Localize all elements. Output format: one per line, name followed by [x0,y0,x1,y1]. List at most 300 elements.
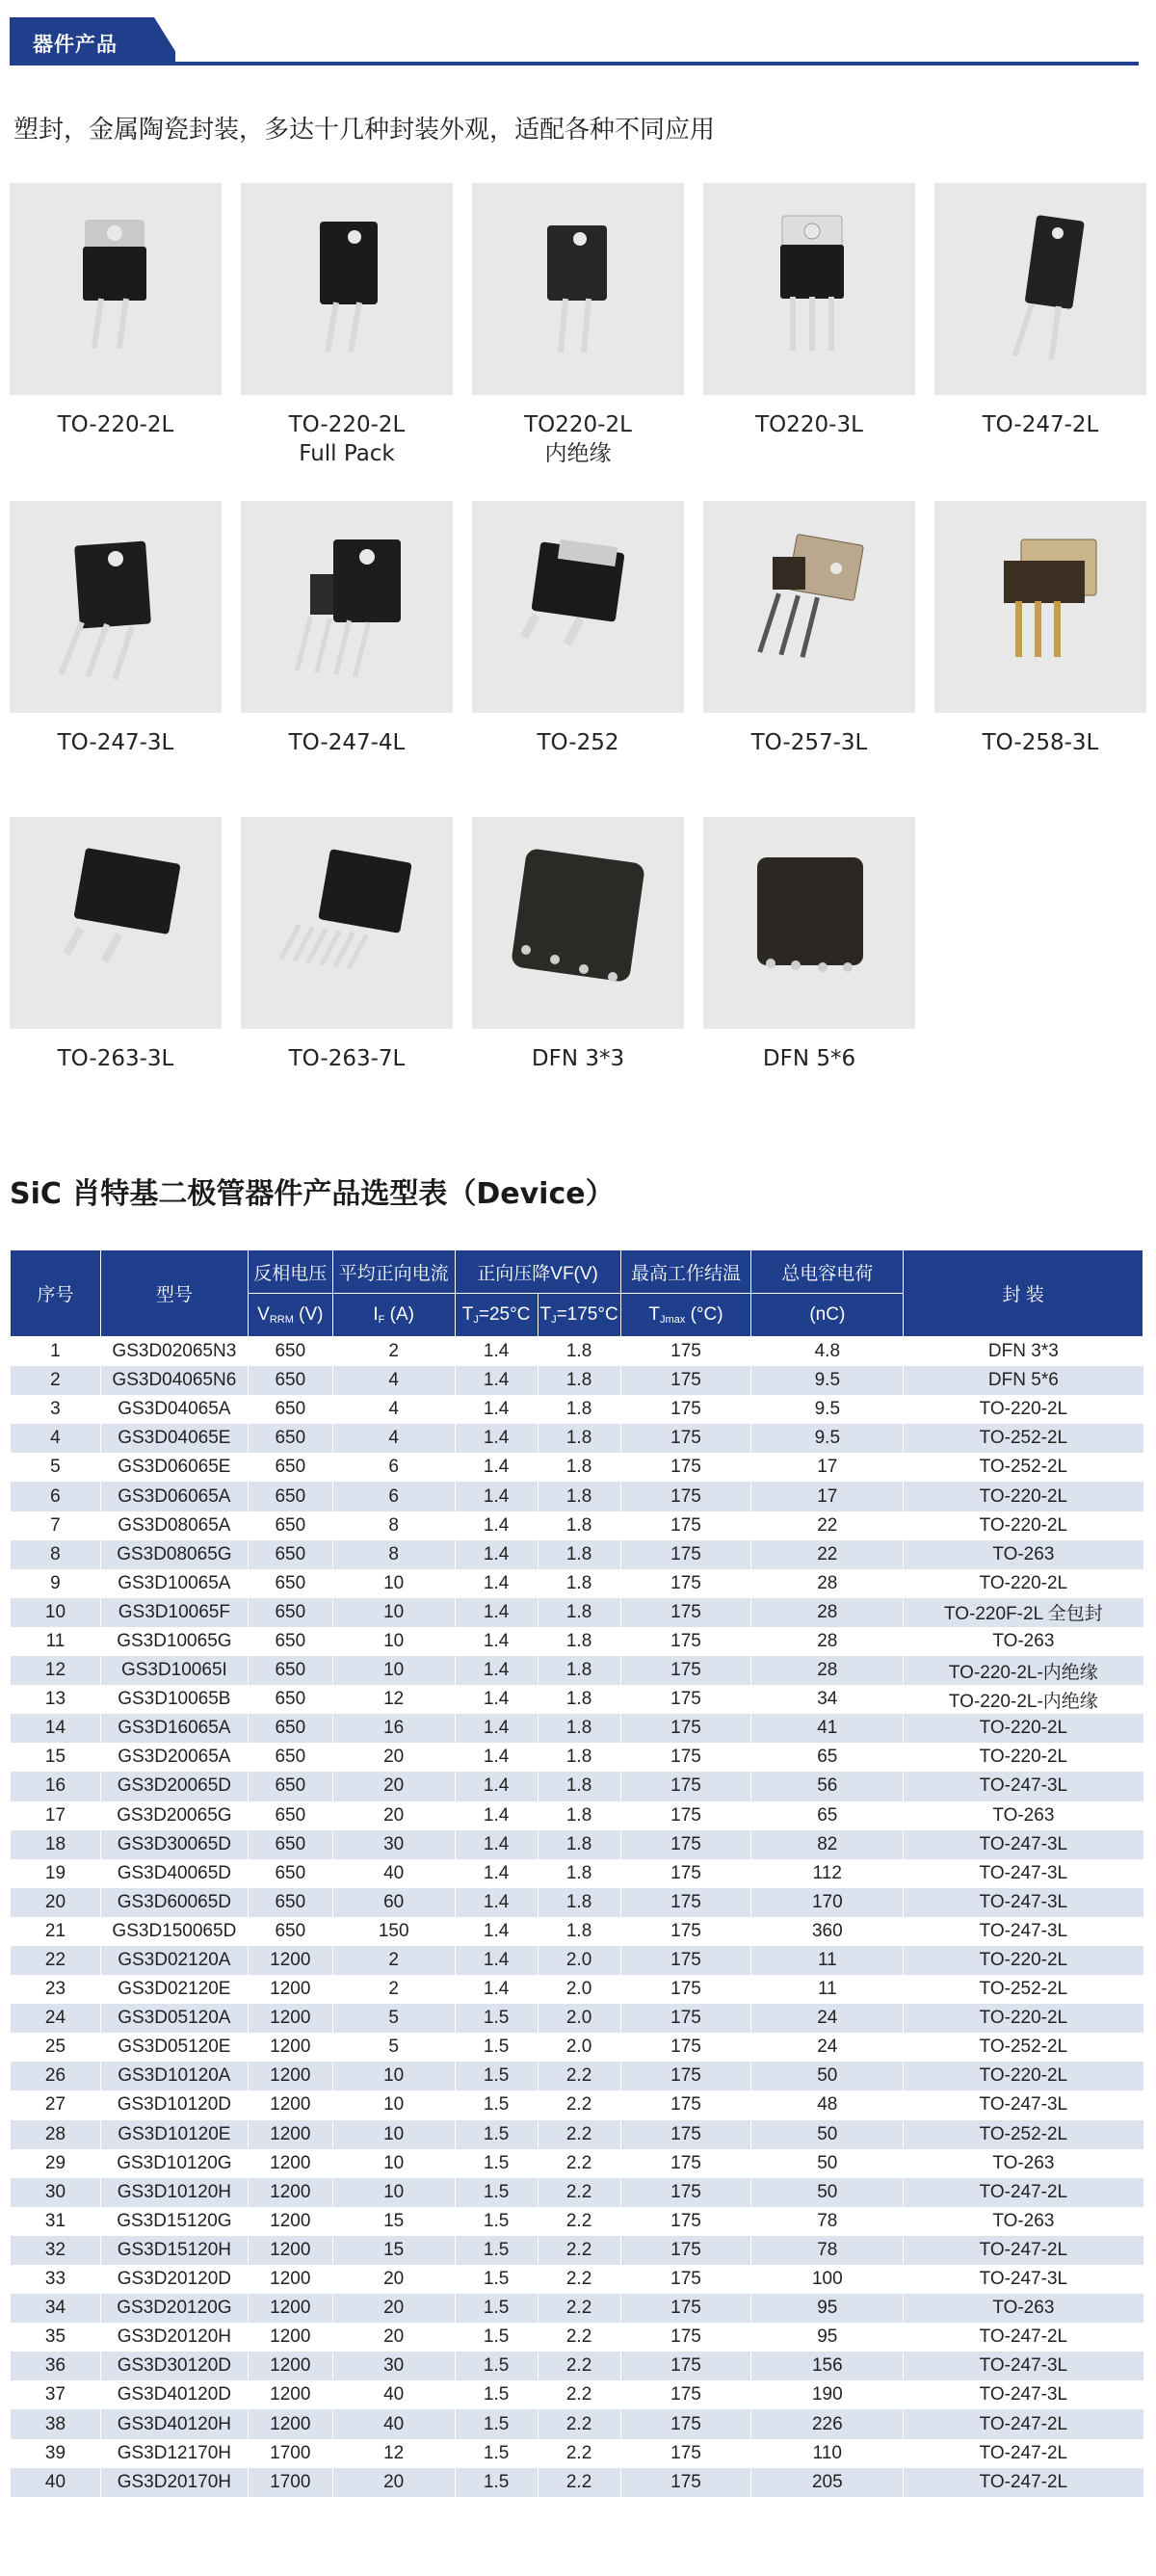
cell-qc: 56 [751,1772,904,1801]
cell-vf-25c: 1.4 [455,1888,538,1917]
cell-model: GS3D15120G [100,2207,248,2236]
package-label: TO-247-3L [57,730,174,755]
cell-tj: 175 [620,2352,751,2380]
package-card [703,183,915,439]
cell-tj: 175 [620,1627,751,1656]
cell-model: GS3D10065F [100,1598,248,1627]
cell-package: TO-220-2L [904,1569,1143,1598]
cell-vf-25c: 1.4 [455,1946,538,1975]
cell-vf-25c: 1.4 [455,1453,538,1482]
cell-if: 20 [332,2323,455,2352]
cell-tj: 175 [620,2062,751,2090]
cell-package: TO-247-2L [904,2178,1143,2207]
cell-package: TO-220-2L [904,1482,1143,1511]
table-title: SiC 肖特基二极管器件产品选型表（Device） [10,1177,615,1211]
cell-qc: 100 [751,2265,904,2294]
cell-if: 60 [332,1888,455,1917]
cell-if: 40 [332,1859,455,1888]
cell-if: 30 [332,1830,455,1859]
cell-qc: 112 [751,1859,904,1888]
table-row [11,1772,1143,1801]
cell-model: GS3D02065N3 [100,1337,248,1367]
cell-qc: 110 [751,2439,904,2468]
cell-vf-25c: 1.4 [455,1569,538,1598]
cell-seq: 35 [11,2323,101,2352]
cell-if: 10 [332,2090,455,2119]
cell-tj: 175 [620,1424,751,1453]
cell-qc: 9.5 [751,1366,904,1395]
cell-seq: 18 [11,1830,101,1859]
cell-package: TO-263 [904,1627,1143,1656]
cell-vf-25c: 1.5 [455,2178,538,2207]
cell-seq: 17 [11,1801,101,1830]
cell-package: TO-220F-2L 全包封 [904,1598,1143,1627]
cell-qc: 24 [751,2004,904,2033]
table-row [11,2439,1143,2468]
cell-seq: 1 [11,1337,101,1367]
cell-vrrm: 650 [248,1337,332,1367]
cell-seq: 28 [11,2120,101,2149]
col-qc-unit: (nC) [751,1294,904,1337]
cell-vf-175c: 1.8 [538,1424,620,1453]
table-row [11,2120,1143,2149]
cell-tj: 175 [620,2090,751,2119]
cell-model: GS3D20170H [100,2468,248,2497]
cell-vf-175c: 2.2 [538,2352,620,2380]
table-row [11,1511,1143,1540]
cell-seq: 20 [11,1888,101,1917]
package-label: TO-263-7L [288,1046,406,1071]
col-vf-25c: $T_J=25^\circ C$ [455,1294,538,1337]
cell-model: GS3D02120A [100,1946,248,1975]
cell-qc: 95 [751,2294,904,2323]
cell-qc: 65 [751,1801,904,1830]
cell-model: GS3D20065D [100,1772,248,1801]
table-row [11,2236,1143,2265]
cell-vrrm: 650 [248,1917,332,1946]
table-row [11,2294,1143,2323]
cell-if: 6 [332,1482,455,1511]
cell-package: TO-247-2L [904,2439,1143,2468]
col-vf-175c: $T_J=175^\circ C$ [538,1294,620,1337]
package-photo [703,183,915,395]
cell-tj: 175 [620,2294,751,2323]
cell-if: 20 [332,2294,455,2323]
package-card [10,501,222,757]
table-row [11,1859,1143,1888]
cell-tj: 175 [620,1685,751,1714]
cell-vf-25c: 1.4 [455,1656,538,1685]
cell-package: TO-252-2L [904,2120,1143,2149]
table-row [11,1540,1143,1569]
cell-seq: 5 [11,1453,101,1482]
package-card [472,817,684,1073]
package-photo [241,817,453,1029]
cell-vf-175c: 2.2 [538,2323,620,2352]
package-card [472,183,684,468]
cell-model: GS3D10065B [100,1685,248,1714]
cell-vf-175c: 1.8 [538,1395,620,1424]
cell-vrrm: 650 [248,1366,332,1395]
col-package: 封 装 [904,1250,1143,1337]
cell-vf-25c: 1.5 [455,2409,538,2438]
table-row [11,1917,1143,1946]
col-vf: 正向压降VF(V) [455,1250,620,1294]
cell-package: TO-220-2L [904,2062,1143,2090]
cell-if: 20 [332,1743,455,1772]
cell-seq: 36 [11,2352,101,2380]
table-row [11,2090,1143,2119]
cell-tj: 175 [620,2439,751,2468]
cell-qc: 11 [751,1975,904,2004]
table-row [11,2178,1143,2207]
cell-vf-175c: 1.8 [538,1511,620,1540]
cell-seq: 6 [11,1482,101,1511]
cell-if: 150 [332,1917,455,1946]
cell-vf-25c: 1.4 [455,1685,538,1714]
cell-model: GS3D10120H [100,2178,248,2207]
package-label: TO-252 [537,730,619,755]
package-card [934,183,1146,439]
table-row [11,1395,1143,1424]
package-label: TO220-2L [524,412,632,437]
section-rule [10,62,1139,66]
cell-vf-175c: 1.8 [538,1598,620,1627]
cell-seq: 27 [11,2090,101,2119]
cell-vrrm: 650 [248,1888,332,1917]
cell-vf-175c: 1.8 [538,1337,620,1367]
table-row [11,1830,1143,1859]
cell-if: 10 [332,1598,455,1627]
cell-qc: 95 [751,2323,904,2352]
cell-tj: 175 [620,2178,751,2207]
cell-vf-25c: 1.5 [455,2380,538,2409]
cell-qc: 41 [751,1714,904,1743]
package-card [10,183,222,439]
cell-vf-25c: 1.4 [455,1482,538,1511]
cell-if: 6 [332,1453,455,1482]
cell-if: 16 [332,1714,455,1743]
cell-seq: 2 [11,1366,101,1395]
cell-if: 10 [332,2149,455,2178]
cell-tj: 175 [620,1917,751,1946]
cell-seq: 30 [11,2178,101,2207]
cell-seq: 13 [11,1685,101,1714]
table-row [11,2380,1143,2409]
cell-vf-175c: 2.2 [538,2207,620,2236]
cell-tj: 175 [620,2004,751,2033]
cell-qc: 170 [751,1888,904,1917]
col-seq: 序号 [11,1250,101,1337]
cell-model: GS3D08065G [100,1540,248,1569]
package-label: TO-220-2L [57,412,174,437]
cell-seq: 31 [11,2207,101,2236]
cell-vf-175c: 2.2 [538,2062,620,2090]
cell-tj: 175 [620,2149,751,2178]
cell-vf-175c: 1.8 [538,1685,620,1714]
cell-vrrm: 1200 [248,2004,332,2033]
cell-seq: 10 [11,1598,101,1627]
cell-vf-25c: 1.5 [455,2033,538,2062]
cell-if: 4 [332,1366,455,1395]
cell-vf-175c: 2.2 [538,2236,620,2265]
cell-vf-25c: 1.5 [455,2468,538,2497]
cell-vf-175c: 1.8 [538,1743,620,1772]
cell-vrrm: 1200 [248,2294,332,2323]
cell-model: GS3D30065D [100,1830,248,1859]
cell-if: 4 [332,1424,455,1453]
cell-model: GS3D20065A [100,1743,248,1772]
cell-qc: 28 [751,1569,904,1598]
cell-vf-25c: 1.4 [455,1540,538,1569]
table-row [11,2323,1143,2352]
cell-seq: 8 [11,1540,101,1569]
cell-if: 5 [332,2033,455,2062]
cell-vf-25c: 1.4 [455,1598,538,1627]
cell-tj: 175 [620,1453,751,1482]
cell-vf-25c: 1.5 [455,2004,538,2033]
cell-seq: 24 [11,2004,101,2033]
cell-tj: 175 [620,2033,751,2062]
table-row [11,1598,1143,1627]
cell-vrrm: 650 [248,1598,332,1627]
cell-vrrm: 1200 [248,2323,332,2352]
cell-package: TO-220-2L [904,2004,1143,2033]
cell-vrrm: 1200 [248,2265,332,2294]
cell-seq: 9 [11,1569,101,1598]
cell-qc: 205 [751,2468,904,2497]
cell-seq: 29 [11,2149,101,2178]
table-row [11,1975,1143,2004]
cell-model: GS3D40120D [100,2380,248,2409]
package-photo [934,183,1146,395]
cell-vf-25c: 1.4 [455,1801,538,1830]
cell-vf-175c: 2.2 [538,2149,620,2178]
spec-table-body [11,1337,1143,2497]
cell-qc: 22 [751,1540,904,1569]
cell-tj: 175 [620,1743,751,1772]
col-qc: 总电容电荷 [751,1250,904,1294]
cell-if: 10 [332,1627,455,1656]
cell-vrrm: 1200 [248,2207,332,2236]
cell-vrrm: 1200 [248,2090,332,2119]
table-row [11,1714,1143,1743]
cell-vf-175c: 1.8 [538,1859,620,1888]
cell-vf-25c: 1.4 [455,1366,538,1395]
cell-package: TO-220-2L [904,1511,1143,1540]
package-card [934,501,1146,757]
cell-tj: 175 [620,1801,751,1830]
cell-vf-25c: 1.5 [455,2236,538,2265]
cell-if: 40 [332,2380,455,2409]
cell-seq: 7 [11,1511,101,1540]
table-row [11,1424,1143,1453]
cell-if: 20 [332,2265,455,2294]
cell-vf-175c: 1.8 [538,1917,620,1946]
cell-tj: 175 [620,2380,751,2409]
cell-model: GS3D05120A [100,2004,248,2033]
cell-vf-175c: 2.2 [538,2090,620,2119]
cell-if: 15 [332,2207,455,2236]
cell-vf-175c: 1.8 [538,1366,620,1395]
package-photo [10,183,222,395]
cell-tj: 175 [620,1366,751,1395]
table-row [11,1946,1143,1975]
cell-vrrm: 650 [248,1569,332,1598]
cell-package: TO-252-2L [904,2033,1143,2062]
cell-vf-175c: 2.2 [538,2178,620,2207]
cell-tj: 175 [620,1511,751,1540]
cell-qc: 190 [751,2380,904,2409]
cell-model: GS3D150065D [100,1917,248,1946]
cell-qc: 9.5 [751,1424,904,1453]
col-vrrm-unit: $V_{RRM}$ (V) [248,1294,332,1337]
cell-model: GS3D10120G [100,2149,248,2178]
spec-table [10,1249,1143,2497]
cell-qc: 17 [751,1453,904,1482]
package-card [241,183,453,468]
cell-seq: 14 [11,1714,101,1743]
cell-vf-25c: 1.4 [455,1975,538,2004]
cell-tj: 175 [620,2409,751,2438]
cell-model: GS3D06065A [100,1482,248,1511]
package-photo [934,501,1146,713]
cell-tj: 175 [620,2468,751,2497]
cell-vrrm: 1200 [248,2149,332,2178]
cell-seq: 12 [11,1656,101,1685]
cell-package: TO-252-2L [904,1424,1143,1453]
cell-if: 2 [332,1975,455,2004]
cell-package: TO-247-3L [904,2265,1143,2294]
cell-vrrm: 650 [248,1772,332,1801]
cell-seq: 37 [11,2380,101,2409]
cell-vrrm: 650 [248,1801,332,1830]
cell-if: 20 [332,2468,455,2497]
cell-if: 4 [332,1395,455,1424]
cell-package: TO-247-3L [904,2352,1143,2380]
package-label: TO220-3L [755,412,863,437]
cell-vf-25c: 1.5 [455,2149,538,2178]
cell-package: TO-247-3L [904,2380,1143,2409]
cell-tj: 175 [620,2120,751,2149]
cell-if: 12 [332,2439,455,2468]
cell-vf-175c: 2.2 [538,2439,620,2468]
cell-tj: 175 [620,1830,751,1859]
cell-seq: 26 [11,2062,101,2090]
cell-model: GS3D10065A [100,1569,248,1598]
cell-vf-175c: 2.0 [538,1946,620,1975]
cell-vf-175c: 2.2 [538,2468,620,2497]
cell-tj: 175 [620,1772,751,1801]
cell-tj: 175 [620,2323,751,2352]
cell-model: GS3D04065E [100,1424,248,1453]
cell-model: GS3D20120G [100,2294,248,2323]
cell-vrrm: 650 [248,1685,332,1714]
cell-vrrm: 1200 [248,1946,332,1975]
cell-package: DFN 3*3 [904,1337,1143,1367]
package-label-sub: Full Pack [299,441,395,466]
package-photo [703,817,915,1029]
cell-package: TO-247-2L [904,2468,1143,2497]
table-row [11,1482,1143,1511]
cell-package: TO-247-3L [904,1830,1143,1859]
cell-seq: 38 [11,2409,101,2438]
package-label: TO-220-2L [288,412,406,437]
table-row [11,1569,1143,1598]
table-row [11,2352,1143,2380]
cell-vrrm: 1200 [248,2352,332,2380]
cell-model: GS3D20120H [100,2323,248,2352]
cell-vf-25c: 1.4 [455,1395,538,1424]
table-row [11,2207,1143,2236]
package-photo [703,501,915,713]
cell-vf-25c: 1.5 [455,2265,538,2294]
cell-tj: 175 [620,2207,751,2236]
cell-model: GS3D30120D [100,2352,248,2380]
cell-tj: 175 [620,1337,751,1367]
cell-vrrm: 1200 [248,2033,332,2062]
cell-vrrm: 650 [248,1859,332,1888]
cell-vrrm: 1200 [248,2062,332,2090]
cell-qc: 78 [751,2236,904,2265]
package-card [703,501,915,757]
cell-vf-25c: 1.4 [455,1772,538,1801]
cell-vf-175c: 2.2 [538,2265,620,2294]
cell-vrrm: 1200 [248,2236,332,2265]
cell-vrrm: 1200 [248,1975,332,2004]
cell-model: GS3D12170H [100,2439,248,2468]
table-row [11,1743,1143,1772]
cell-package: TO-220-2L [904,1946,1143,1975]
cell-model: GS3D20065G [100,1801,248,1830]
cell-vf-175c: 2.2 [538,2380,620,2409]
table-row [11,1685,1143,1714]
package-photo [472,501,684,713]
table-row [11,2062,1143,2090]
cell-model: GS3D15120H [100,2236,248,2265]
table-row [11,1453,1143,1482]
cell-vf-175c: 2.0 [538,2033,620,2062]
cell-vf-25c: 1.5 [455,2062,538,2090]
cell-package: TO-252-2L [904,1453,1143,1482]
cell-model: GS3D06065E [100,1453,248,1482]
table-row [11,2265,1143,2294]
package-label: TO-258-3L [982,730,1099,755]
package-label-sub: 内绝缘 [544,441,612,466]
cell-vrrm: 1200 [248,2120,332,2149]
cell-package: TO-263 [904,2294,1143,2323]
cell-vf-25c: 1.4 [455,1830,538,1859]
cell-vrrm: 650 [248,1424,332,1453]
table-row [11,1627,1143,1656]
cell-vf-25c: 1.5 [455,2439,538,2468]
cell-package: DFN 5*6 [904,1366,1143,1395]
section-header [10,17,1139,66]
cell-qc: 48 [751,2090,904,2119]
cell-vf-25c: 1.5 [455,2090,538,2119]
cell-model: GS3D04065A [100,1395,248,1424]
cell-vf-25c: 1.5 [455,2323,538,2352]
cell-vrrm: 1200 [248,2178,332,2207]
cell-vrrm: 1200 [248,2409,332,2438]
cell-vrrm: 650 [248,1482,332,1511]
package-photo [472,183,684,395]
cell-package: TO-247-3L [904,1917,1143,1946]
cell-tj: 175 [620,2236,751,2265]
table-row [11,2004,1143,2033]
cell-qc: 65 [751,1743,904,1772]
cell-package: TO-263 [904,2207,1143,2236]
